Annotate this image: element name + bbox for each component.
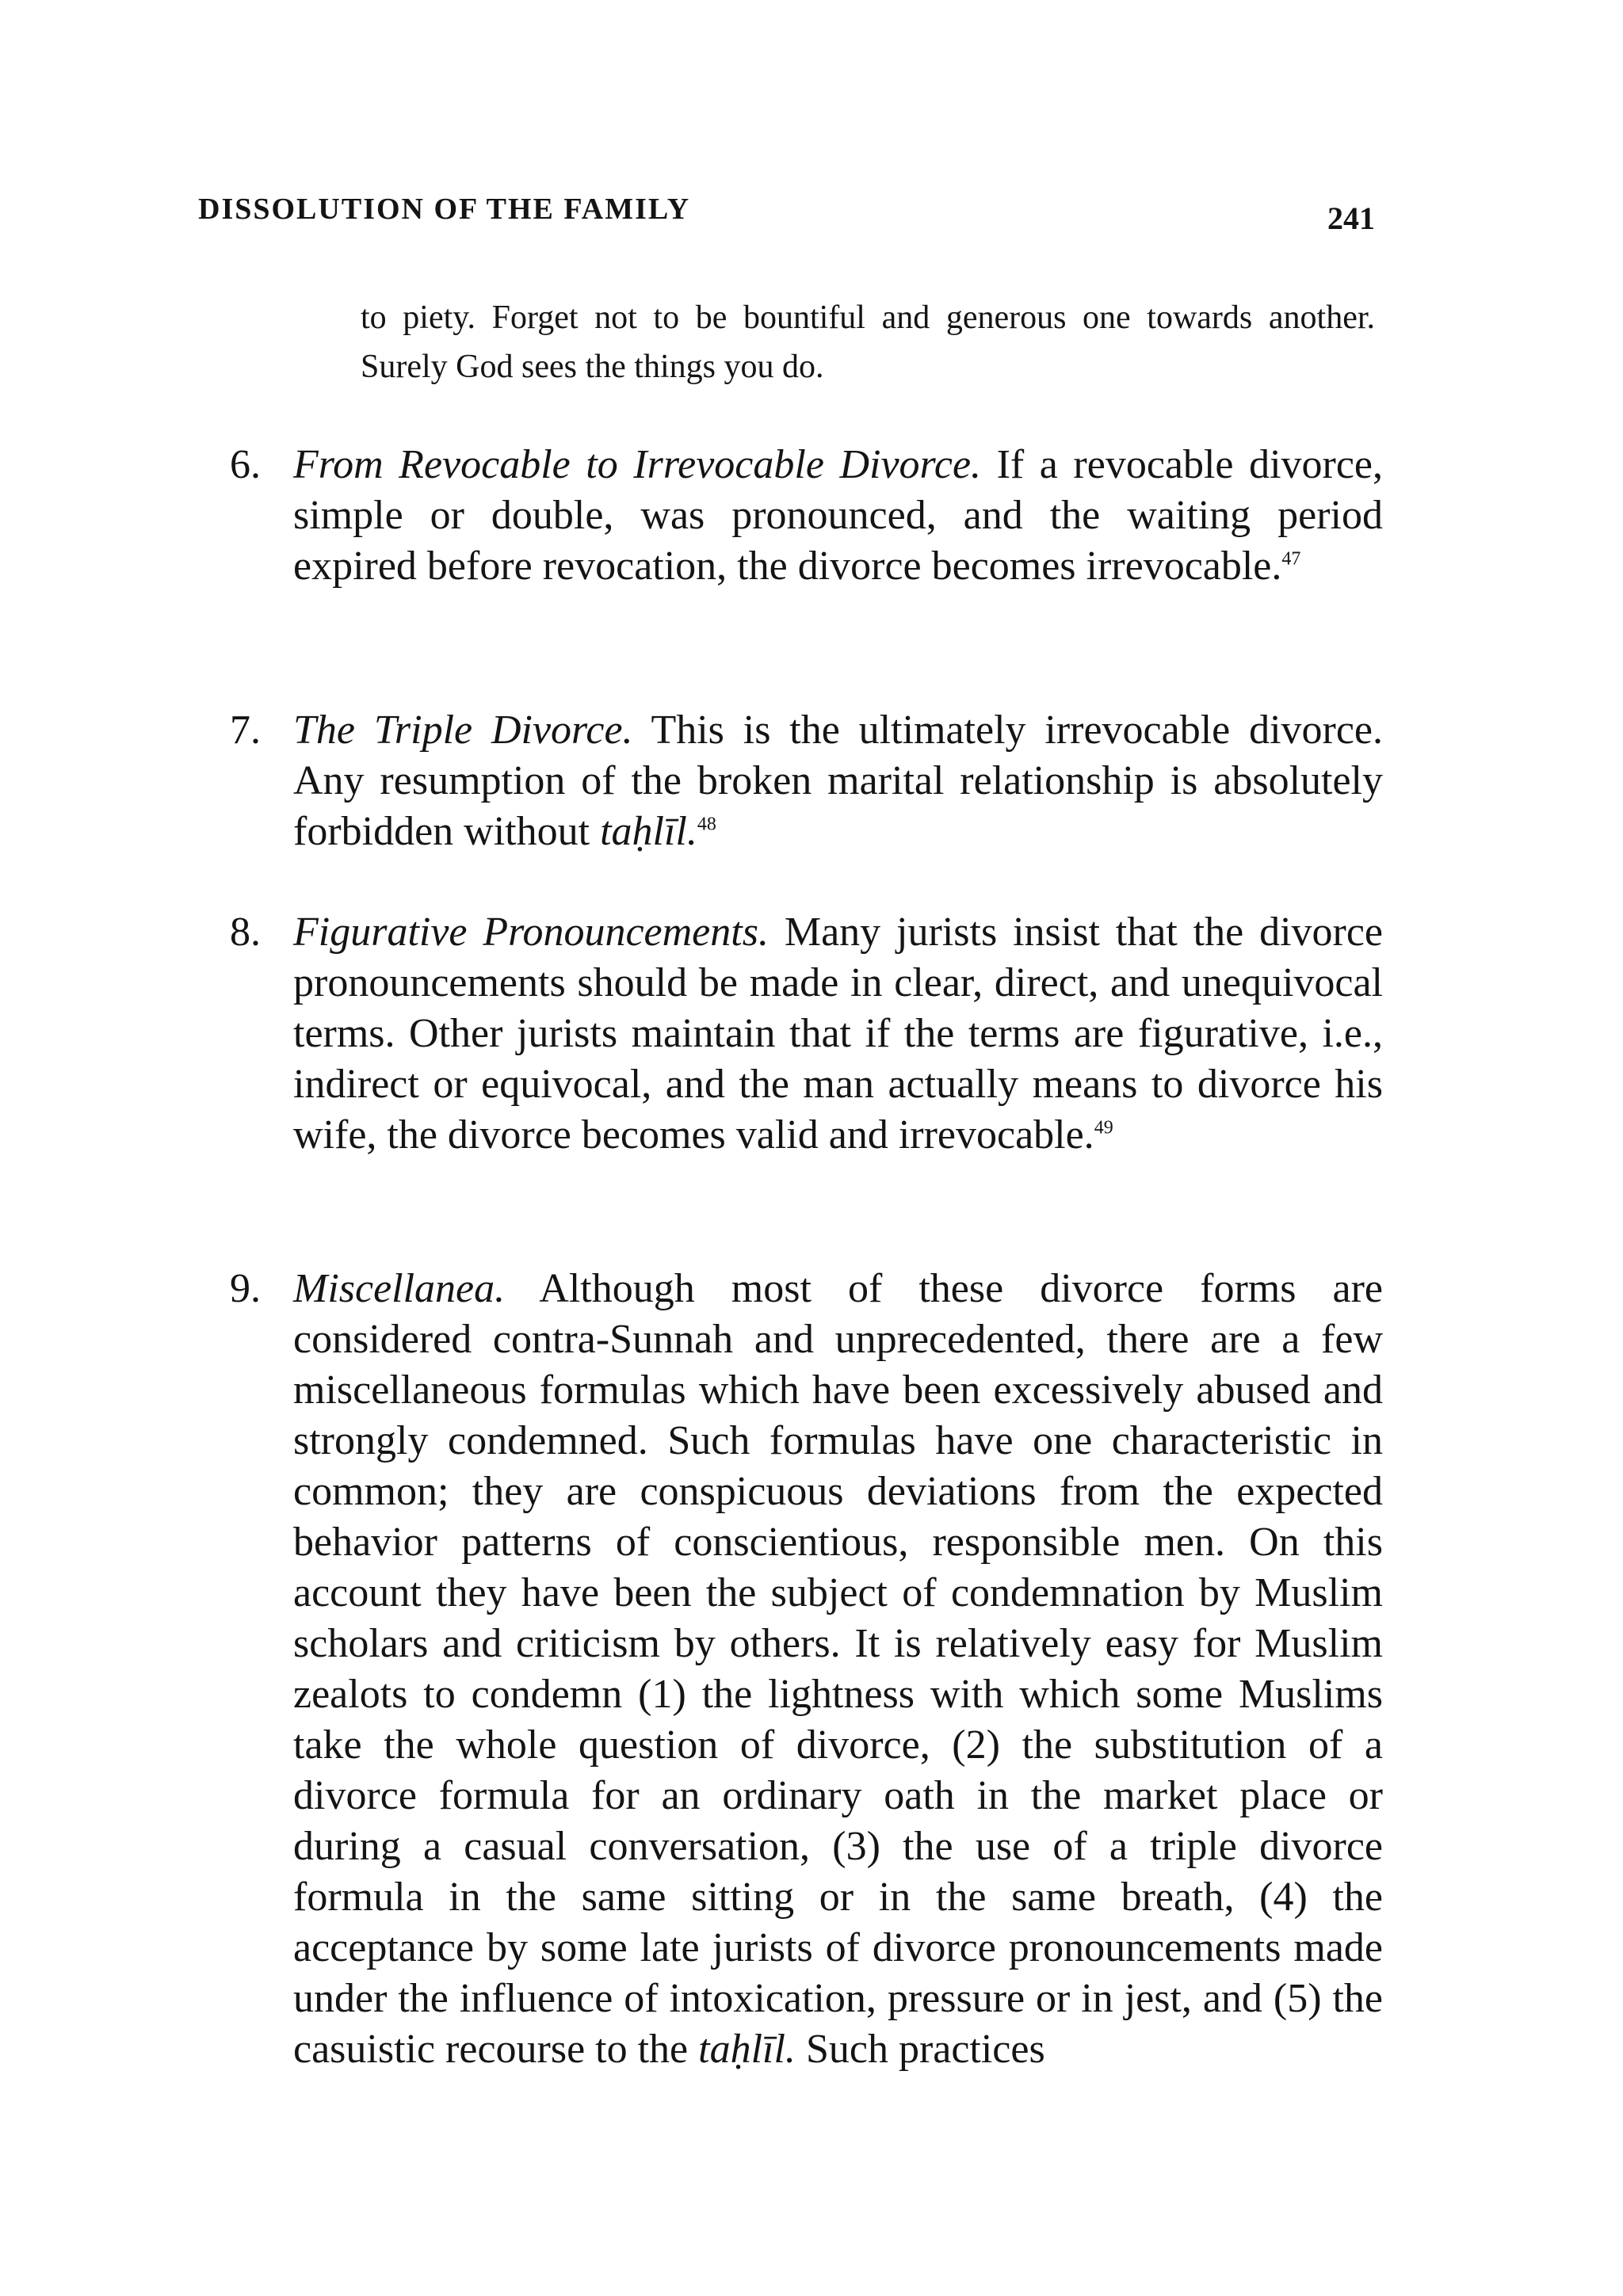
item-body <box>293 705 1383 857</box>
list-item-6 <box>230 440 1383 592</box>
item-text: Although most of these divorce forms are considered contra-Sunnah and unprecedented, there are a few miscellaneous formulas which have been excessively abused and strongly condemned. Such formulas have one characteristic in common; they are conspicuous deviations from the expected behavior patterns of conscientious, responsible men. On this account they have been the subject of condemnation by Muslim scholars and criticism by others. It is relatively easy for Muslim zealots to condemn (1) the lightness with which some Muslims take the whole question of divorce, (2) the substitution of a divorce formula for an ordinary oath in the market place or during a casual conversation, (3) the use of a triple divorce formula in the same sitting or in the same breath, (4) the acceptance by some late jurists of divorce pronouncements made under the influence of intoxication, pressure or in jest, and (5) the casuistic recourse to the <box>293 1266 1383 2072</box>
item-body <box>293 1264 1383 2075</box>
item-title: Miscellanea. <box>293 1266 506 1311</box>
item-body <box>293 907 1383 1161</box>
quote-continuation: to piety. Forget not to be bountiful and generous one towards another. Surely God sees the things you do. <box>361 299 1375 385</box>
footnote-marker: 48 <box>697 814 716 835</box>
item-number: 9. <box>230 1266 261 1311</box>
item-text-after: Such practices <box>795 2027 1045 2072</box>
list-item-8 <box>230 907 1383 1161</box>
item-text: This is the ultimately irrevocable divorce. Any resumption of the broken marital relationship is absolutely forbidden without <box>293 707 1383 854</box>
item-term: taḥlīl. <box>698 2027 796 2072</box>
item-title: Figurative Pronouncements. <box>293 910 769 955</box>
item-number: 6. <box>230 442 261 487</box>
list-item-7 <box>230 705 1383 857</box>
item-title: The Triple Divorce. <box>293 707 633 753</box>
footnote-marker: 49 <box>1094 1117 1113 1138</box>
item-text: Many jurists insist that the divorce pronouncements should be made in clear, direct, and unequivocal terms. Other jurists maintain that if the terms are figurative, i.e., indirect or equivocal, and the man actually means to divorce his wife, the divorce becomes valid and irrevocable. <box>293 910 1383 1158</box>
running-head: DISSOLUTION OF THE FAMILY <box>198 193 691 226</box>
page-number: 241 <box>1327 200 1375 236</box>
footnote-marker: 47 <box>1281 548 1301 570</box>
item-text: If a revocable divorce, simple or double, was pronounced, and the waiting period expired before revocation, the divorce becomes irrevocable. <box>293 442 1383 589</box>
item-title: From Revocable to Irrevocable Divorce. <box>293 442 982 487</box>
item-number: 8. <box>230 910 261 955</box>
item-body <box>293 440 1383 592</box>
item-number: 7. <box>230 707 261 753</box>
item-term: taḥlīl. <box>600 809 697 854</box>
list-item-9 <box>230 1264 1383 2075</box>
